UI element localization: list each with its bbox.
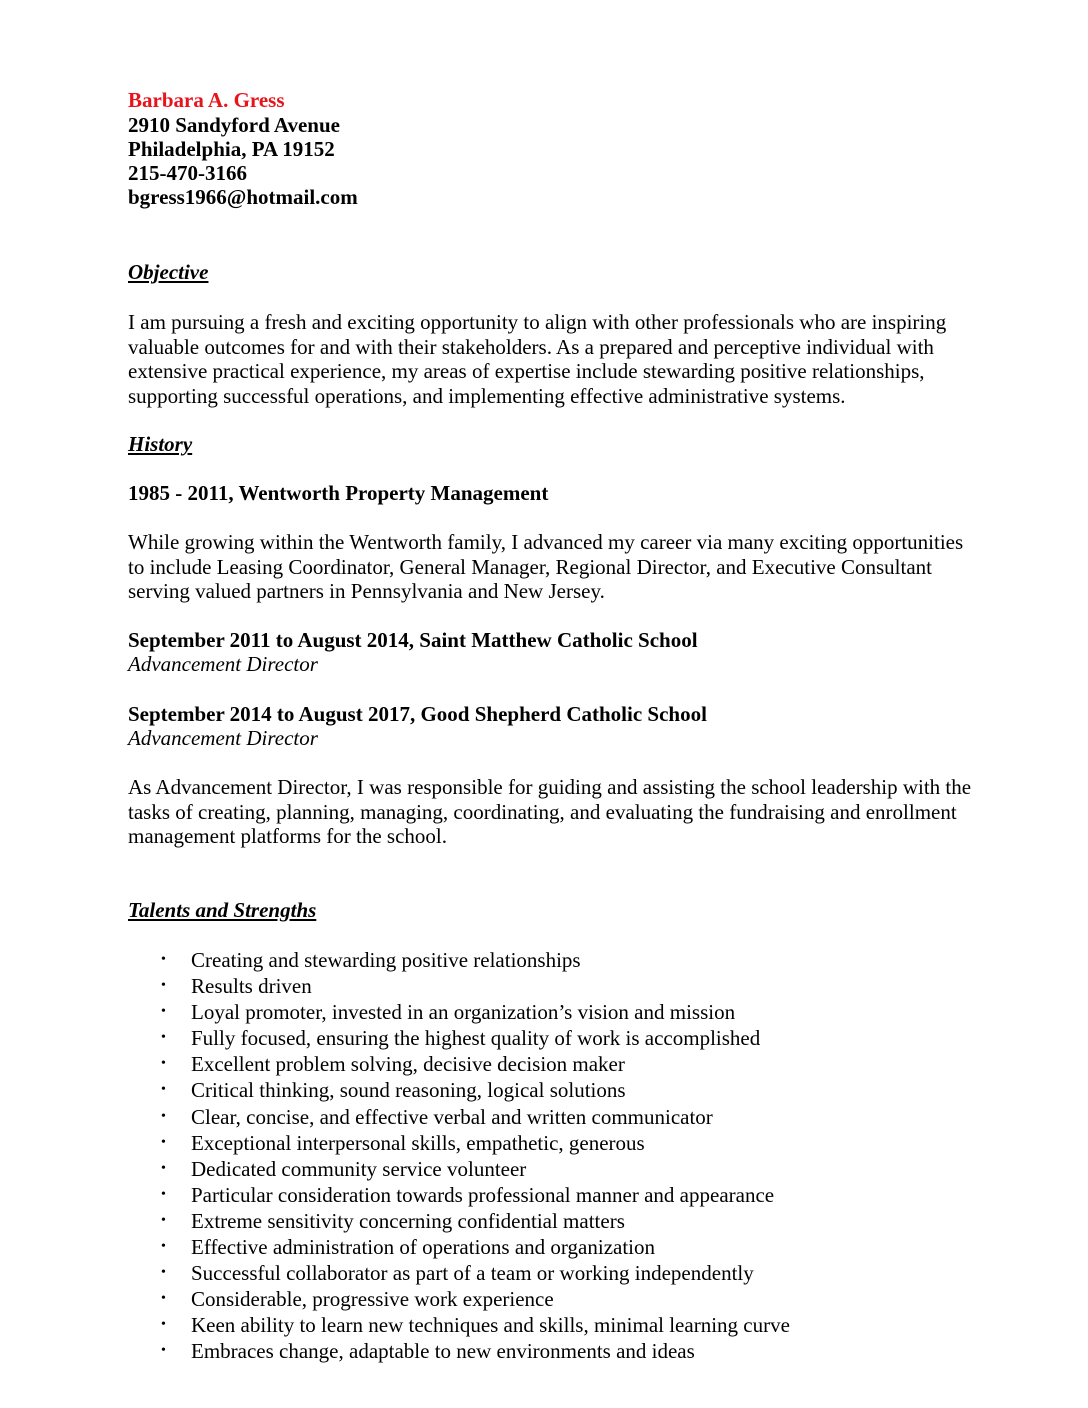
list-item — [128, 1051, 790, 1077]
talent-text: Critical thinking, sound reasoning, logical solutions — [191, 1078, 626, 1103]
bullet-icon: • — [161, 1239, 166, 1255]
talent-text: Extreme sensitivity concerning confidential matters — [191, 1208, 625, 1233]
list-item — [128, 1182, 790, 1208]
objective-heading: Objective — [128, 260, 209, 284]
phone-number: 215-470-3166 — [128, 161, 247, 185]
bullet-icon: • — [161, 952, 166, 967]
bullet-icon: • — [161, 1004, 166, 1020]
history-heading: History — [128, 432, 193, 456]
list-item — [128, 1077, 790, 1103]
talent-text: Embraces change, adaptable to new environments and ideas — [191, 1339, 695, 1364]
list-item — [128, 1156, 790, 1182]
list-item — [128, 1208, 790, 1234]
bullet-icon: • — [161, 1056, 166, 1072]
objective-text: I am pursuing a fresh and exciting opportunity to align with other professionals who are inspiring valuable outcomes for and with their stakeholders. As a prepared and perceptive individual with extensive practical experience, my areas of expertise include stewarding positive relationships, supporting successful operations, and implementing effective administrative systems. — [128, 310, 947, 408]
list-item — [128, 1104, 790, 1130]
bullet-icon: • — [161, 1291, 166, 1307]
talent-text: Considerable, progressive work experience — [191, 1287, 554, 1312]
list-item — [128, 1234, 790, 1260]
talent-text: Fully focused, ensuring the highest quality of work is accomplished — [191, 1026, 761, 1051]
list-item — [128, 1260, 790, 1286]
talent-text: Successful collaborator as part of a team or working independently — [191, 1261, 754, 1286]
bullet-icon: • — [161, 1212, 166, 1228]
list-item — [128, 1338, 790, 1364]
job-role-saint-matthew: Advancement Director — [128, 652, 318, 676]
talent-text: Loyal promoter, invested in an organization’s vision and mission — [191, 1000, 736, 1025]
bullet-icon: • — [161, 1343, 166, 1359]
bullet-icon: • — [161, 1160, 166, 1176]
talent-text: Excellent problem solving, decisive decision maker — [191, 1052, 625, 1077]
job-role-good-shepherd: Advancement Director — [128, 726, 318, 750]
job-description-wentworth: While growing within the Wentworth family, I advanced my career via many exciting opportunities to include Leasing Coordinator, General Manager, Regional Director, and Executive Consultant serving valued partners in Pennsylvania and New Jersey. — [128, 530, 964, 603]
bullet-icon: • — [161, 1265, 166, 1281]
talents-heading: Talents and Strengths — [128, 898, 317, 922]
job-title-good-shepherd: September 2014 to August 2017, Good Shepherd Catholic School — [128, 702, 707, 726]
talent-text: Results driven — [191, 974, 312, 999]
list-item — [128, 1312, 790, 1338]
address-line-1: 2910 Sandyford Avenue — [128, 113, 340, 137]
job-title-saint-matthew: September 2011 to August 2014, Saint Matthew Catholic School — [128, 628, 698, 652]
bullet-icon: • — [161, 978, 166, 994]
list-item — [128, 973, 790, 999]
talents-list — [128, 947, 790, 1365]
bullet-icon: • — [161, 1082, 166, 1098]
list-item — [128, 1286, 790, 1312]
bullet-icon: • — [161, 1186, 166, 1202]
list-item — [128, 1025, 790, 1051]
talent-text: Dedicated community service volunteer — [191, 1156, 527, 1181]
talent-text: Keen ability to learn new techniques and skills, minimal learning curve — [191, 1313, 790, 1338]
bullet-icon: • — [161, 1030, 166, 1046]
talent-text: Creating and stewarding positive relationships — [191, 948, 581, 972]
bullet-icon: • — [161, 1317, 166, 1333]
candidate-name: Barbara A. Gress — [128, 88, 285, 112]
talent-text: Effective administration of operations and organization — [191, 1235, 655, 1260]
talent-text: Exceptional interpersonal skills, empathetic, generous — [191, 1130, 645, 1155]
email-address: bgress1966@hotmail.com — [128, 185, 358, 209]
bullet-icon: • — [161, 1108, 166, 1124]
talent-text: Particular consideration towards professional manner and appearance — [191, 1182, 775, 1207]
list-item — [128, 1130, 790, 1156]
job-description-good-shepherd: As Advancement Director, I was responsible for guiding and assisting the school leadership with the tasks of creating, planning, managing, coordinating, and evaluating the fundraising and enrollment management platforms for the school. — [128, 775, 972, 848]
list-item — [128, 947, 790, 973]
talent-text: Clear, concise, and effective verbal and written communicator — [191, 1104, 713, 1129]
job-title-wentworth: 1985 - 2011, Wentworth Property Management — [128, 481, 549, 505]
bullet-icon: • — [161, 1134, 166, 1150]
address-line-2: Philadelphia, PA 19152 — [128, 137, 335, 161]
list-item — [128, 999, 790, 1025]
